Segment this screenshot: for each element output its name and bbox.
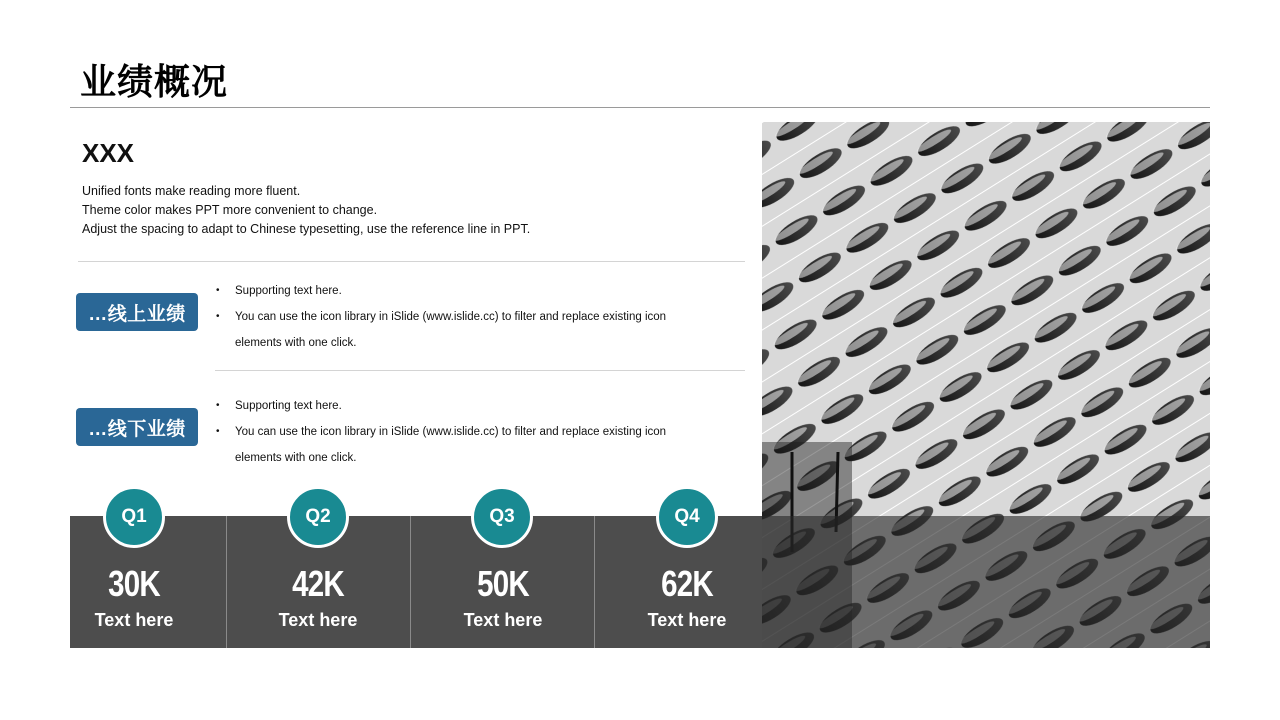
offline-performance-tag: …线下业绩 <box>76 408 198 446</box>
online-performance-bullets <box>216 278 736 356</box>
q3-value: 50K <box>477 563 529 604</box>
column-separator <box>594 516 595 648</box>
q3-label: Text here <box>463 610 543 630</box>
q4-label: Text here <box>647 610 727 630</box>
q4-value: 62K <box>661 563 713 604</box>
column-separator <box>226 516 227 648</box>
q2-value: 42K <box>292 563 344 604</box>
online-performance-tag: …线上业绩 <box>76 293 198 331</box>
intro-line: Theme color makes PPT more convenient to change. <box>82 203 378 217</box>
bullet-item: • You can use the icon library in iSlide (www.islide.cc) to filter and replace existing icon <box>216 304 736 330</box>
bullet-item: • You can use the icon library in iSlide (www.islide.cc) to filter and replace existing icon <box>216 419 736 445</box>
bullet-continuation: elements with one click. <box>235 337 357 349</box>
section-divider <box>78 261 745 262</box>
column-separator <box>410 516 411 648</box>
q2-label: Text here <box>278 610 358 630</box>
bullet-item: • Supporting text here. <box>216 393 736 419</box>
offline-performance-bullets <box>216 393 736 471</box>
q1-badge: Q1 <box>103 486 165 548</box>
q2-badge: Q2 <box>287 486 349 548</box>
photo-overlay <box>762 516 1210 648</box>
section-divider <box>215 370 745 371</box>
page-title: 业绩概况 <box>80 61 229 102</box>
q4-badge: Q4 <box>656 486 718 548</box>
q3-badge: Q3 <box>471 486 533 548</box>
intro-description <box>82 182 530 239</box>
intro-line: Unified fonts make reading more fluent. <box>82 184 301 198</box>
bullet-continuation: elements with one click. <box>235 452 357 464</box>
intro-line: Adjust the spacing to adapt to Chinese typesetting, use the reference line in PPT. <box>82 222 531 236</box>
q1-value: 30K <box>108 563 160 604</box>
q1-label: Text here <box>94 610 174 630</box>
title-divider <box>70 107 1210 108</box>
bullet-item: • Supporting text here. <box>216 278 736 304</box>
intro-heading: XXX <box>82 138 135 168</box>
